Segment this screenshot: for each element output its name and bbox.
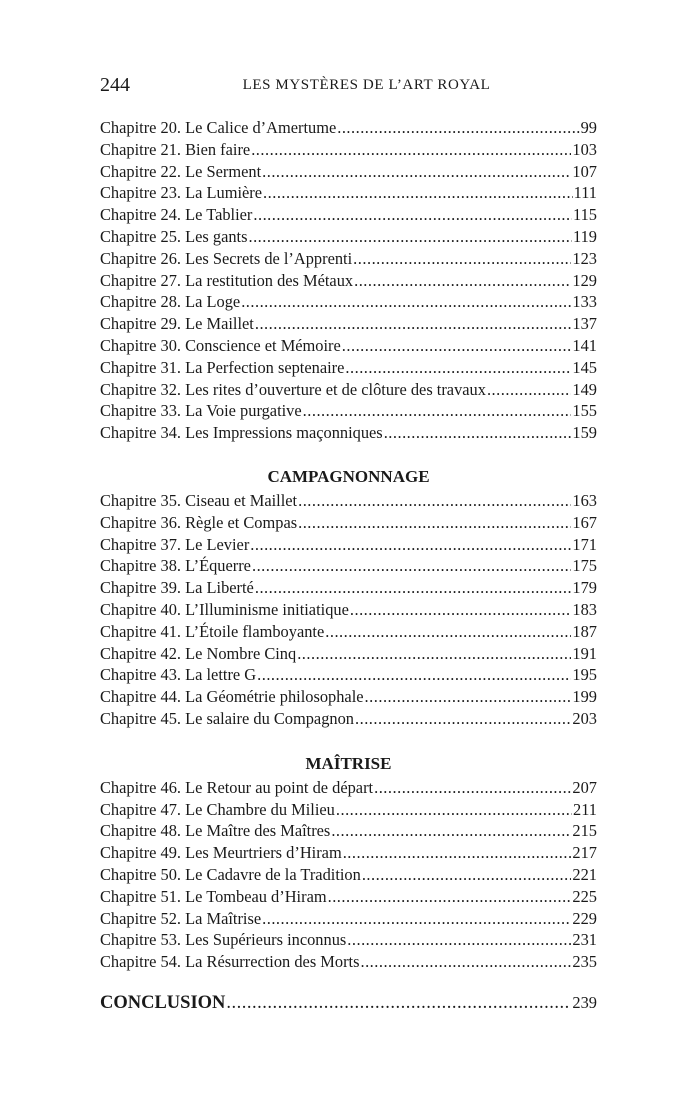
toc-entry-label: Chapitre 35. Ciseau et Maillet xyxy=(100,490,298,510)
book-page xyxy=(100,74,597,1014)
toc-entry xyxy=(100,555,597,577)
toc-entry-page: 123 xyxy=(572,248,597,268)
toc-entry xyxy=(100,777,597,799)
toc-entry-conclusion xyxy=(100,993,597,1014)
toc-entry xyxy=(100,621,597,643)
toc-entry xyxy=(100,139,597,161)
toc-entry-label: Chapitre 22. Le Serment xyxy=(100,161,262,181)
toc-list-apprentissage xyxy=(100,117,597,444)
toc-leader xyxy=(365,686,572,708)
toc-leader xyxy=(354,270,571,292)
toc-entry-label: Chapitre 41. L’Étoile flamboyante xyxy=(100,621,325,641)
toc-entry-page: 179 xyxy=(572,578,597,598)
toc-entry-page: 103 xyxy=(572,139,597,159)
toc-entry-label: Chapitre 36. Règle et Compas xyxy=(100,512,298,532)
toc-entry-label: Chapitre 25. Les gants xyxy=(100,226,248,246)
toc-entry-page: 215 xyxy=(572,821,597,841)
toc-entry-label: Chapitre 39. La Liberté xyxy=(100,578,254,598)
toc-entry xyxy=(100,599,597,621)
toc-leader xyxy=(263,182,573,204)
toc-entry-label: Chapitre 43. La lettre G xyxy=(100,665,257,685)
toc-entry xyxy=(100,643,597,665)
toc-entry xyxy=(100,182,597,204)
toc-entry-label: Chapitre 26. Les Secrets de l’Apprenti xyxy=(100,248,353,268)
conclusion-label: CONCLUSION xyxy=(100,992,226,1013)
toc-entry-label: Chapitre 37. Le Levier xyxy=(100,534,250,554)
toc-entry xyxy=(100,512,597,534)
toc-leader xyxy=(337,117,579,139)
toc-leader xyxy=(257,664,571,686)
toc-entry xyxy=(100,117,597,139)
toc-entry xyxy=(100,400,597,422)
toc-entry-page: 99 xyxy=(580,118,597,137)
toc-entry xyxy=(100,908,597,930)
toc-leader xyxy=(251,139,571,161)
toc-leader xyxy=(325,621,571,643)
toc-leader xyxy=(362,864,572,886)
toc-entry xyxy=(100,313,597,335)
toc-leader xyxy=(298,512,571,534)
toc-entry-label: Chapitre 38. L’Équerre xyxy=(100,556,251,576)
toc-entry-page: 221 xyxy=(572,864,597,884)
toc-entry xyxy=(100,357,597,379)
book-title: LES MYSTÈRES DE L’ART ROYAL xyxy=(242,77,491,93)
toc-leader xyxy=(255,577,572,599)
toc-leader xyxy=(360,951,571,973)
toc-entry xyxy=(100,422,597,444)
toc-entry-label: Chapitre 42. Le Nombre Cinq xyxy=(100,643,297,663)
toc-entry-label: Chapitre 49. Les Meurtriers d’Hiram xyxy=(100,843,342,863)
toc-entry xyxy=(100,534,597,556)
toc-leader xyxy=(331,820,571,842)
toc-leader xyxy=(252,555,571,577)
page-number: 244 xyxy=(100,74,130,96)
toc-leader xyxy=(255,313,572,335)
toc-leader xyxy=(487,379,571,401)
toc-entry xyxy=(100,886,597,908)
toc-leader xyxy=(342,335,572,357)
toc-leader xyxy=(355,708,571,730)
toc-entry-label: Chapitre 47. Le Chambre du Milieu xyxy=(100,799,335,819)
toc-leader xyxy=(343,842,572,864)
toc-entry xyxy=(100,291,597,313)
toc-entry-page: 133 xyxy=(572,292,597,312)
toc-entry-page: 167 xyxy=(572,512,597,532)
toc-entry-label: Chapitre 34. Les Impressions maçonniques xyxy=(100,423,383,443)
toc-entry-label: Chapitre 31. La Perfection septenaire xyxy=(100,357,345,377)
toc-entry xyxy=(100,577,597,599)
toc-leader xyxy=(345,357,571,379)
toc-entry-page: 149 xyxy=(572,379,597,399)
toc-entry-label: Chapitre 28. La Loge xyxy=(100,292,241,312)
toc-entry-label: Chapitre 44. La Géométrie philosophale xyxy=(100,687,364,707)
toc-entry-page: 171 xyxy=(572,534,597,554)
toc-entry-label: Chapitre 29. Le Maillet xyxy=(100,314,254,334)
toc-entry-page: 217 xyxy=(572,843,597,863)
toc-entry-page: 195 xyxy=(572,665,597,685)
toc-entry xyxy=(100,864,597,886)
toc-entry xyxy=(100,490,597,512)
toc-entry-page: 175 xyxy=(572,556,597,576)
toc-leader xyxy=(297,643,571,665)
toc-leader xyxy=(336,799,572,821)
toc-entry-label: Chapitre 54. La Résurrection des Morts xyxy=(100,952,360,972)
toc-entry-page: 225 xyxy=(572,886,597,906)
toc-entry-page: 141 xyxy=(572,335,597,355)
toc-entry xyxy=(100,799,597,821)
conclusion-page: 239 xyxy=(572,992,597,1012)
toc-entry-page: 235 xyxy=(572,952,597,972)
toc-leader xyxy=(262,161,571,183)
toc-entry xyxy=(100,708,597,730)
toc-entry-page: 211 xyxy=(573,799,597,819)
toc-entry-label: Chapitre 23. La Lumière xyxy=(100,183,263,203)
toc-leader xyxy=(226,993,571,1014)
toc-entry xyxy=(100,951,597,973)
section-heading-maitrise: MAÎTRISE xyxy=(305,753,392,773)
toc-entry-label: Chapitre 46. Le Retour au point de départ xyxy=(100,777,374,797)
toc-entry xyxy=(100,226,597,248)
toc-entry-label: Chapitre 45. Le salaire du Compagnon xyxy=(100,708,354,728)
toc-entry-page: 115 xyxy=(573,205,597,225)
toc-entry-page: 155 xyxy=(572,401,597,421)
toc-entry-page: 159 xyxy=(572,423,597,443)
toc-entry-page: 207 xyxy=(572,777,597,797)
toc-entry-page: 191 xyxy=(572,643,597,663)
toc-entry-label: Chapitre 32. Les rites d’ouverture et de clôture des travaux xyxy=(100,379,486,399)
toc-entry-label: Chapitre 52. La Maîtrise xyxy=(100,908,262,928)
toc-leader xyxy=(353,248,571,270)
toc-entry xyxy=(100,248,597,270)
toc-entry-label: Chapitre 33. La Voie purgative xyxy=(100,401,302,421)
toc-entry-page: 137 xyxy=(572,314,597,334)
toc-entry-page: 199 xyxy=(572,687,597,707)
toc-leader xyxy=(347,929,571,951)
toc-entry-page: 183 xyxy=(572,599,597,619)
toc-entry-label: Chapitre 30. Conscience et Mémoire xyxy=(100,335,341,355)
toc-leader xyxy=(374,777,571,799)
toc-entry xyxy=(100,664,597,686)
toc-entry-label: Chapitre 40. L’Illuminisme initiatique xyxy=(100,599,349,619)
toc-leader xyxy=(253,204,572,226)
toc-leader xyxy=(350,599,572,621)
toc-entry-page: 111 xyxy=(573,183,597,203)
toc-leader xyxy=(248,226,572,248)
toc-entry xyxy=(100,204,597,226)
toc-entry xyxy=(100,335,597,357)
section-heading-campagnonnage: CAMPAGNONNAGE xyxy=(267,466,430,486)
toc-entry xyxy=(100,379,597,401)
toc-entry-page: 187 xyxy=(572,621,597,641)
toc-entry-page: 129 xyxy=(572,270,597,290)
toc-entry-label: Chapitre 27. La restitution des Métaux xyxy=(100,270,354,290)
toc-entry-label: Chapitre 21. Bien faire xyxy=(100,139,251,159)
toc-leader xyxy=(328,886,572,908)
toc-entry-page: 145 xyxy=(572,357,597,377)
toc-leader xyxy=(241,291,571,313)
toc-entry-page: 231 xyxy=(572,930,597,950)
toc-entry xyxy=(100,686,597,708)
toc-entry xyxy=(100,842,597,864)
toc-entry-label: Chapitre 51. Le Tombeau d’Hiram xyxy=(100,886,327,906)
toc-entry xyxy=(100,929,597,951)
toc-leader xyxy=(298,490,571,512)
toc-leader xyxy=(250,534,571,556)
toc-list-campagnonnage xyxy=(100,490,597,730)
toc-leader xyxy=(262,908,571,930)
toc-entry-page: 119 xyxy=(573,226,597,246)
toc-entry-label: Chapitre 24. Le Tablier xyxy=(100,205,253,225)
toc-entry xyxy=(100,161,597,183)
toc-entry-page: 203 xyxy=(572,708,597,728)
toc-list-maitrise xyxy=(100,777,597,973)
toc-leader xyxy=(384,422,572,444)
toc-entry xyxy=(100,820,597,842)
toc-entry-page: 229 xyxy=(572,908,597,928)
toc-entry-page: 107 xyxy=(572,161,597,181)
toc-entry-page: 163 xyxy=(572,490,597,510)
running-head xyxy=(100,74,597,100)
toc-entry-label: Chapitre 20. Le Calice d’Amertume xyxy=(100,118,337,137)
toc-entry xyxy=(100,270,597,292)
toc-entry-label: Chapitre 53. Les Supérieurs inconnus xyxy=(100,930,347,950)
toc-entry-label: Chapitre 50. Le Cadavre de la Tradition xyxy=(100,864,361,884)
toc-entry-label: Chapitre 48. Le Maître des Maîtres xyxy=(100,821,331,841)
toc-leader xyxy=(303,400,572,422)
